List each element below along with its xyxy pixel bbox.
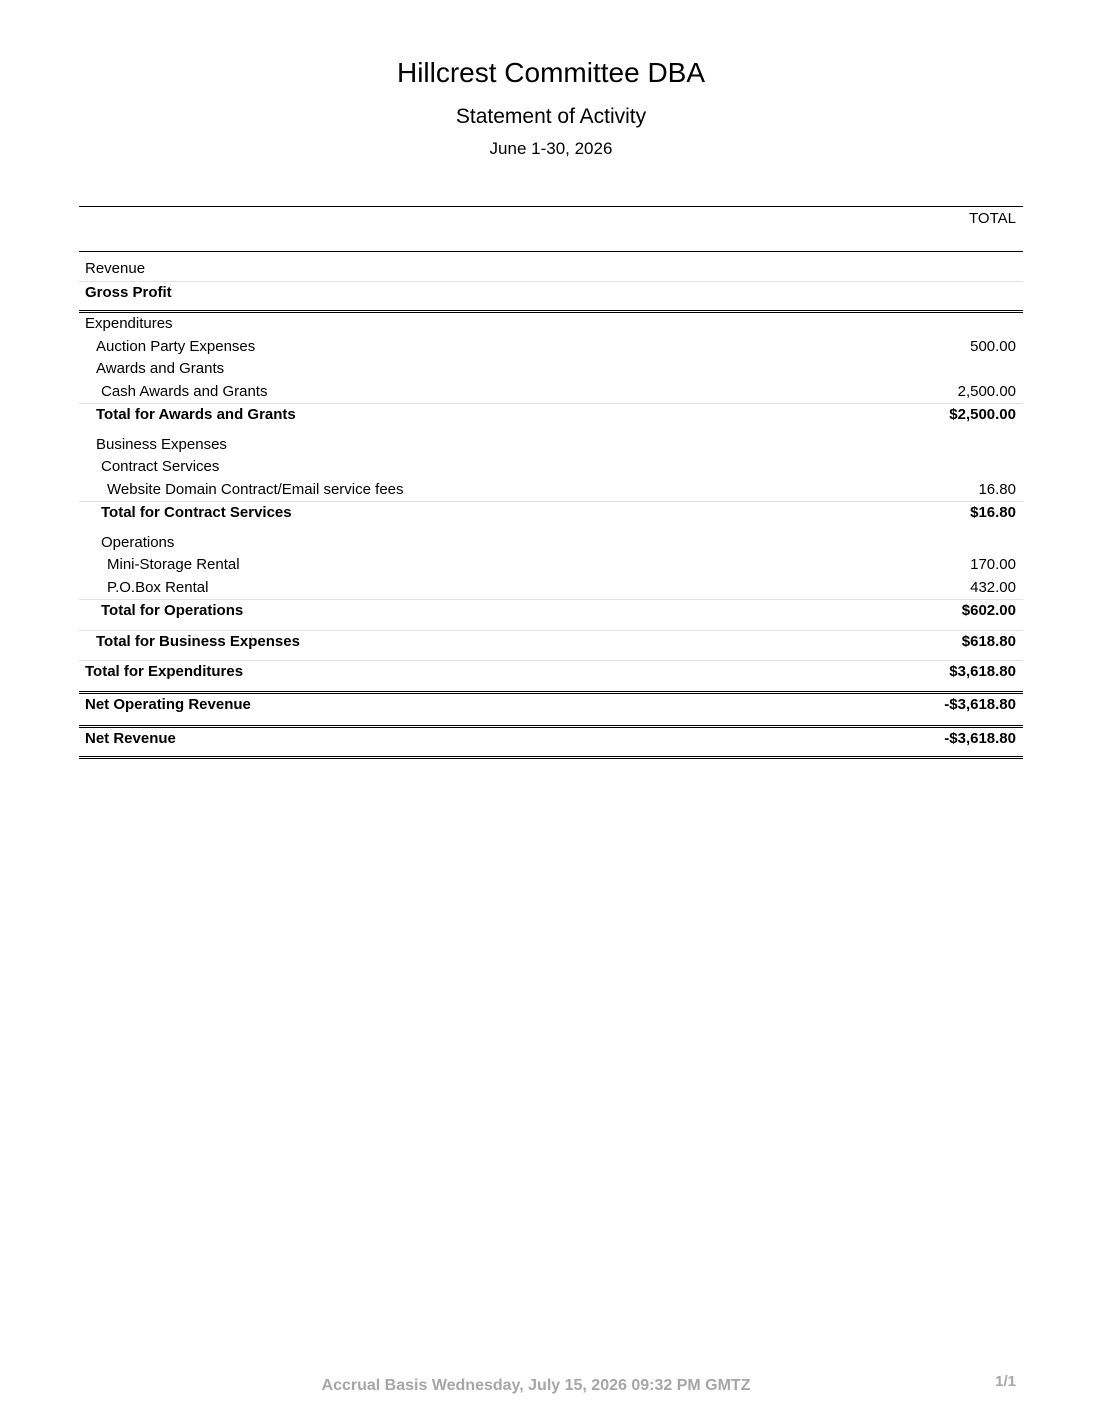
row-gross-profit bbox=[79, 281, 1023, 305]
row-amount: 2,500.00 bbox=[957, 382, 1016, 400]
row-label: Net Revenue bbox=[85, 729, 176, 747]
row-cash-awards-and-grants bbox=[79, 381, 1023, 404]
row-amount: 170.00 bbox=[970, 556, 1016, 573]
row-awards-and-grants bbox=[79, 358, 1023, 381]
row-amount: 500.00 bbox=[970, 337, 1016, 355]
row-mini-storage-rental bbox=[79, 554, 1023, 577]
row-total-operations bbox=[79, 599, 1023, 623]
row-auction-party-expenses bbox=[79, 336, 1023, 359]
row-operations bbox=[79, 532, 1023, 555]
row-label: Gross Profit bbox=[85, 283, 172, 301]
row-label: Total for Awards and Grants bbox=[96, 406, 296, 423]
row-net-revenue bbox=[79, 725, 1023, 759]
row-amount: $2,500.00 bbox=[949, 406, 1016, 423]
row-contract-services bbox=[79, 456, 1023, 479]
row-label: Cash Awards and Grants bbox=[101, 382, 268, 400]
row-label: Awards and Grants bbox=[96, 360, 225, 377]
report-company-title: Hillcrest Committee DBA bbox=[396, 57, 706, 88]
report-table bbox=[79, 206, 1023, 759]
column-header-row bbox=[79, 206, 1023, 252]
row-label: Total for Contract Services bbox=[101, 504, 292, 521]
row-label: Total for Business Expenses bbox=[96, 632, 300, 650]
row-amount: -$3,618.80 bbox=[944, 729, 1016, 747]
report-period: June 1-30, 2026 bbox=[489, 139, 613, 158]
row-label: Auction Party Expenses bbox=[96, 337, 256, 355]
row-expenditures bbox=[79, 310, 1023, 336]
row-amount: $618.80 bbox=[961, 632, 1016, 650]
row-amount: $3,618.80 bbox=[949, 663, 1016, 680]
row-label: Contract Services bbox=[101, 458, 220, 475]
row-net-operating-revenue bbox=[79, 691, 1023, 718]
row-label: Mini-Storage Rental bbox=[107, 556, 240, 573]
row-label: Business Expenses bbox=[96, 435, 227, 453]
row-label: Total for Expenditures bbox=[85, 663, 244, 680]
row-amount: 16.80 bbox=[978, 480, 1016, 498]
row-po-box-rental bbox=[79, 577, 1023, 600]
row-total-expenditures bbox=[79, 660, 1023, 684]
row-label: Total for Operations bbox=[101, 602, 244, 619]
row-amount: -$3,618.80 bbox=[944, 695, 1016, 713]
row-total-awards-and-grants bbox=[79, 403, 1023, 427]
page-number: 1/1 bbox=[995, 1373, 1016, 1390]
row-label: Revenue bbox=[85, 260, 146, 277]
row-amount: 432.00 bbox=[970, 578, 1016, 596]
row-label: Website Domain Contract/Email service fees bbox=[107, 480, 404, 498]
row-total-contract-services bbox=[79, 501, 1023, 525]
row-amount: $602.00 bbox=[961, 602, 1016, 619]
row-label: P.O.Box Rental bbox=[107, 578, 209, 596]
row-label: Expenditures bbox=[85, 315, 173, 332]
total-column-header: TOTAL bbox=[969, 210, 1016, 227]
row-business-expenses bbox=[79, 434, 1023, 457]
row-revenue bbox=[79, 258, 1023, 281]
row-label: Net Operating Revenue bbox=[85, 695, 251, 713]
report-footer-basis: Accrual Basis Wednesday, July 15, 2026 09:32 PM GMTZ bbox=[321, 1377, 751, 1394]
row-label: Operations bbox=[101, 533, 175, 551]
row-total-business-expenses bbox=[79, 630, 1023, 654]
row-website-domain bbox=[79, 479, 1023, 502]
report-title: Statement of Activity bbox=[455, 105, 647, 128]
row-amount: $16.80 bbox=[970, 504, 1016, 521]
